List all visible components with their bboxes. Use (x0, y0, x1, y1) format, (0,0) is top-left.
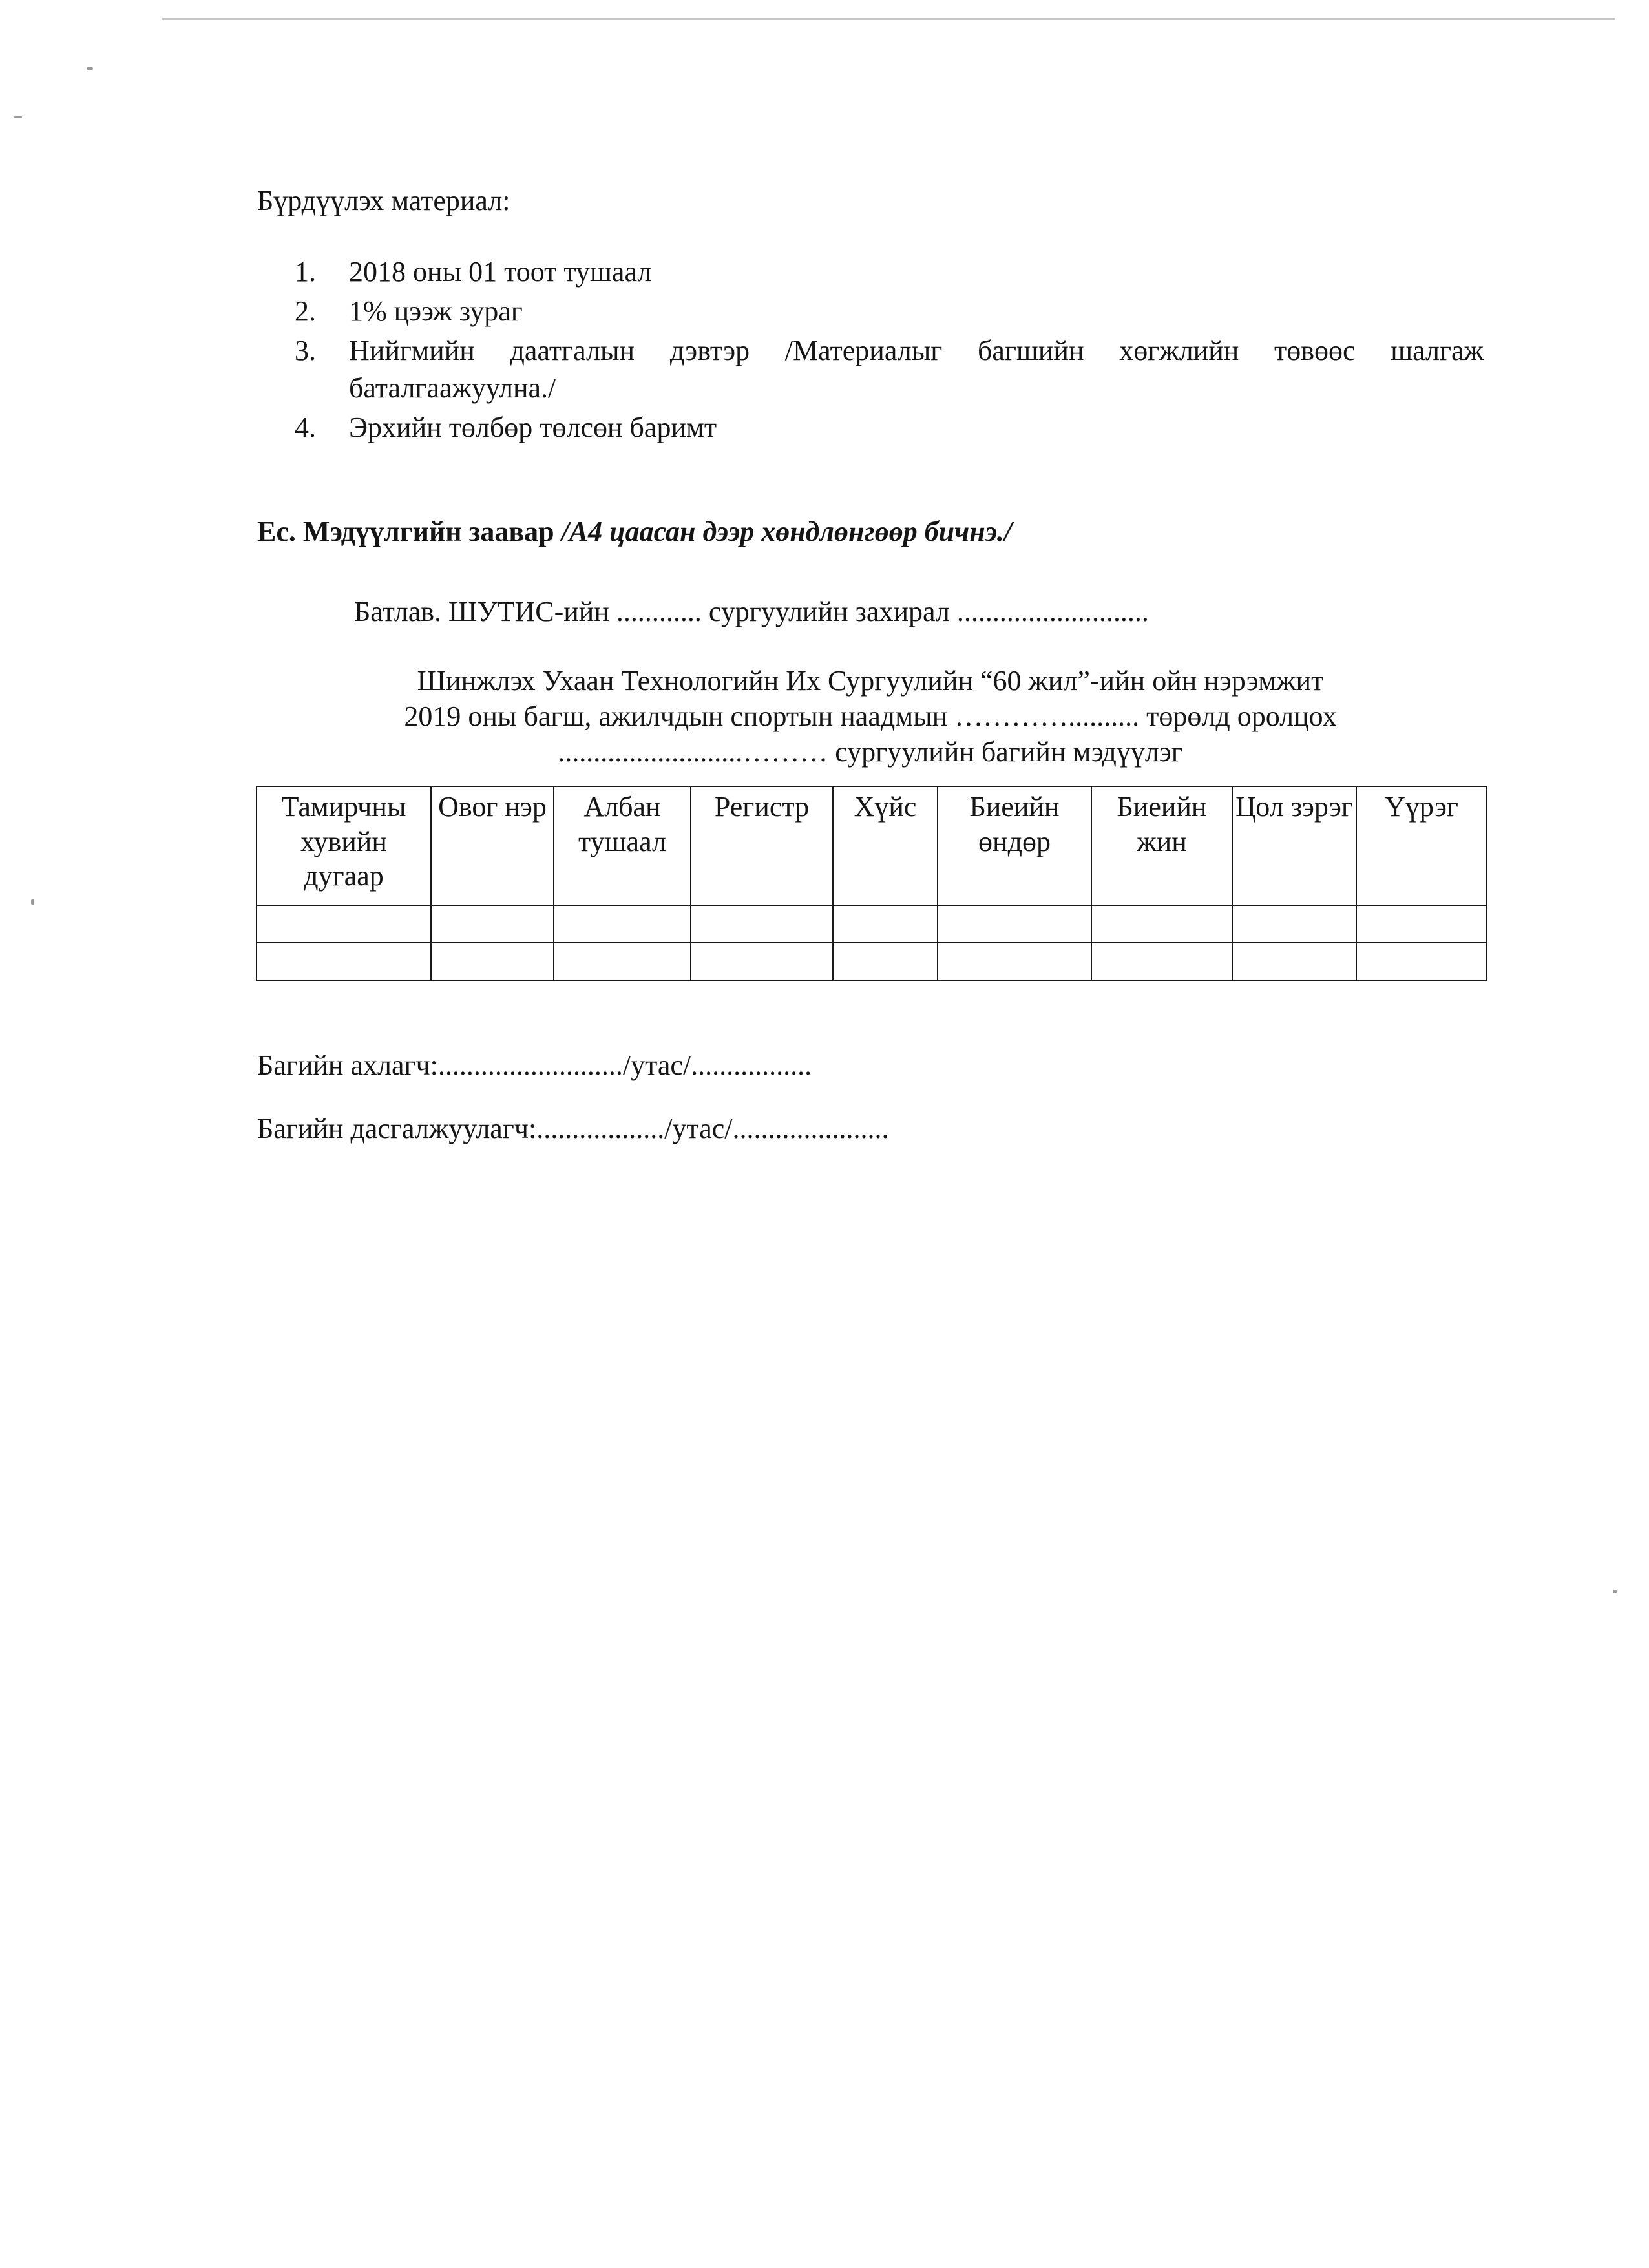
column-header-height: Биеийн өндөр (938, 786, 1091, 905)
list-item (295, 253, 1484, 290)
table-cell (938, 905, 1091, 943)
team-members-table (256, 786, 1487, 981)
form-title-line: 2019 оны багш, ажилчдын спортын наадмын ………….......... төрөлд оролцох (404, 700, 1337, 732)
column-header-role: Үүрэг (1356, 786, 1487, 905)
list-item-text: Эрхийн төлбөр төлсөн баримт (349, 411, 717, 443)
attachments-heading: Бүрдүүлэх материал: (257, 185, 510, 216)
table-cell (938, 943, 1091, 980)
form-title-line: Шинжлэх Ухаан Технологийн Их Сургуулийн “60 жил”-ийн ойн нэрэмжит (417, 665, 1324, 697)
table-cell (554, 905, 691, 943)
table-cell (1232, 905, 1356, 943)
list-item-text: 2018 оны 01 тоот тушаал (349, 256, 652, 288)
table-cell (431, 943, 554, 980)
table-cell (833, 905, 938, 943)
column-header-name: Овог нэр (431, 786, 554, 905)
list-item-text: Нийгмийн даатгалын дэвтэр /Материалыг багшийн хөгжлийн төвөөс шалгаж баталгаажуулна./ (349, 335, 1484, 404)
table-cell (1232, 943, 1356, 980)
list-item (295, 409, 1484, 446)
table-row (257, 905, 1487, 943)
scan-speck (1613, 1590, 1617, 1593)
table-cell (1091, 905, 1232, 943)
table-cell (1091, 943, 1232, 980)
table-cell (431, 905, 554, 943)
section-title-note: /А4 цаасан дээр хөндлөнгөөр бичнэ./ (561, 516, 1013, 547)
scan-top-rule (162, 18, 1615, 20)
table-header-row (257, 786, 1487, 905)
table-cell (257, 943, 431, 980)
attachments-list (295, 253, 1484, 448)
scan-speck (14, 116, 22, 118)
list-item-text: 1% цээж зураг (349, 295, 523, 328)
scan-speck (87, 67, 93, 70)
list-item-number: 4. (295, 411, 316, 443)
table-cell (554, 943, 691, 980)
table-cell (833, 943, 938, 980)
column-header-rank: Цол зэрэг (1232, 786, 1356, 905)
table-cell (691, 905, 833, 943)
table-cell (1356, 943, 1487, 980)
list-item (295, 332, 1484, 406)
column-header-position: Албан тушаал (554, 786, 691, 905)
list-item-number: 1. (295, 256, 316, 288)
team-coach-line: Багийн дасгалжуулагч:................../утас/...................... (257, 1113, 889, 1144)
column-header-gender: Хүйс (833, 786, 938, 905)
column-header-weight: Биеийн жин (1091, 786, 1232, 905)
table-row (257, 943, 1487, 980)
table-cell (691, 943, 833, 980)
form-title (257, 663, 1484, 770)
list-item (295, 293, 1484, 330)
section-title (257, 513, 1012, 550)
scan-speck (31, 899, 34, 905)
column-header-athlete-number: Тамирчны хувийн дугаар (257, 786, 431, 905)
team-leader-line: Багийн ахлагч:........................../утас/................. (257, 1049, 812, 1081)
list-item-number: 2. (295, 295, 316, 328)
table-cell (1356, 905, 1487, 943)
list-item-number: 3. (295, 335, 316, 367)
section-title-main: Ес. Мэдүүлгийн заавар (257, 516, 562, 547)
approval-line: Батлав. ШУТИС-ийн ............ сургуулийн захирал ........................... (354, 596, 1149, 627)
table-cell (257, 905, 431, 943)
column-header-register: Регистр (691, 786, 833, 905)
form-title-line: ..........................……… сургуулийн багийн мэдүүлэг (558, 736, 1183, 768)
